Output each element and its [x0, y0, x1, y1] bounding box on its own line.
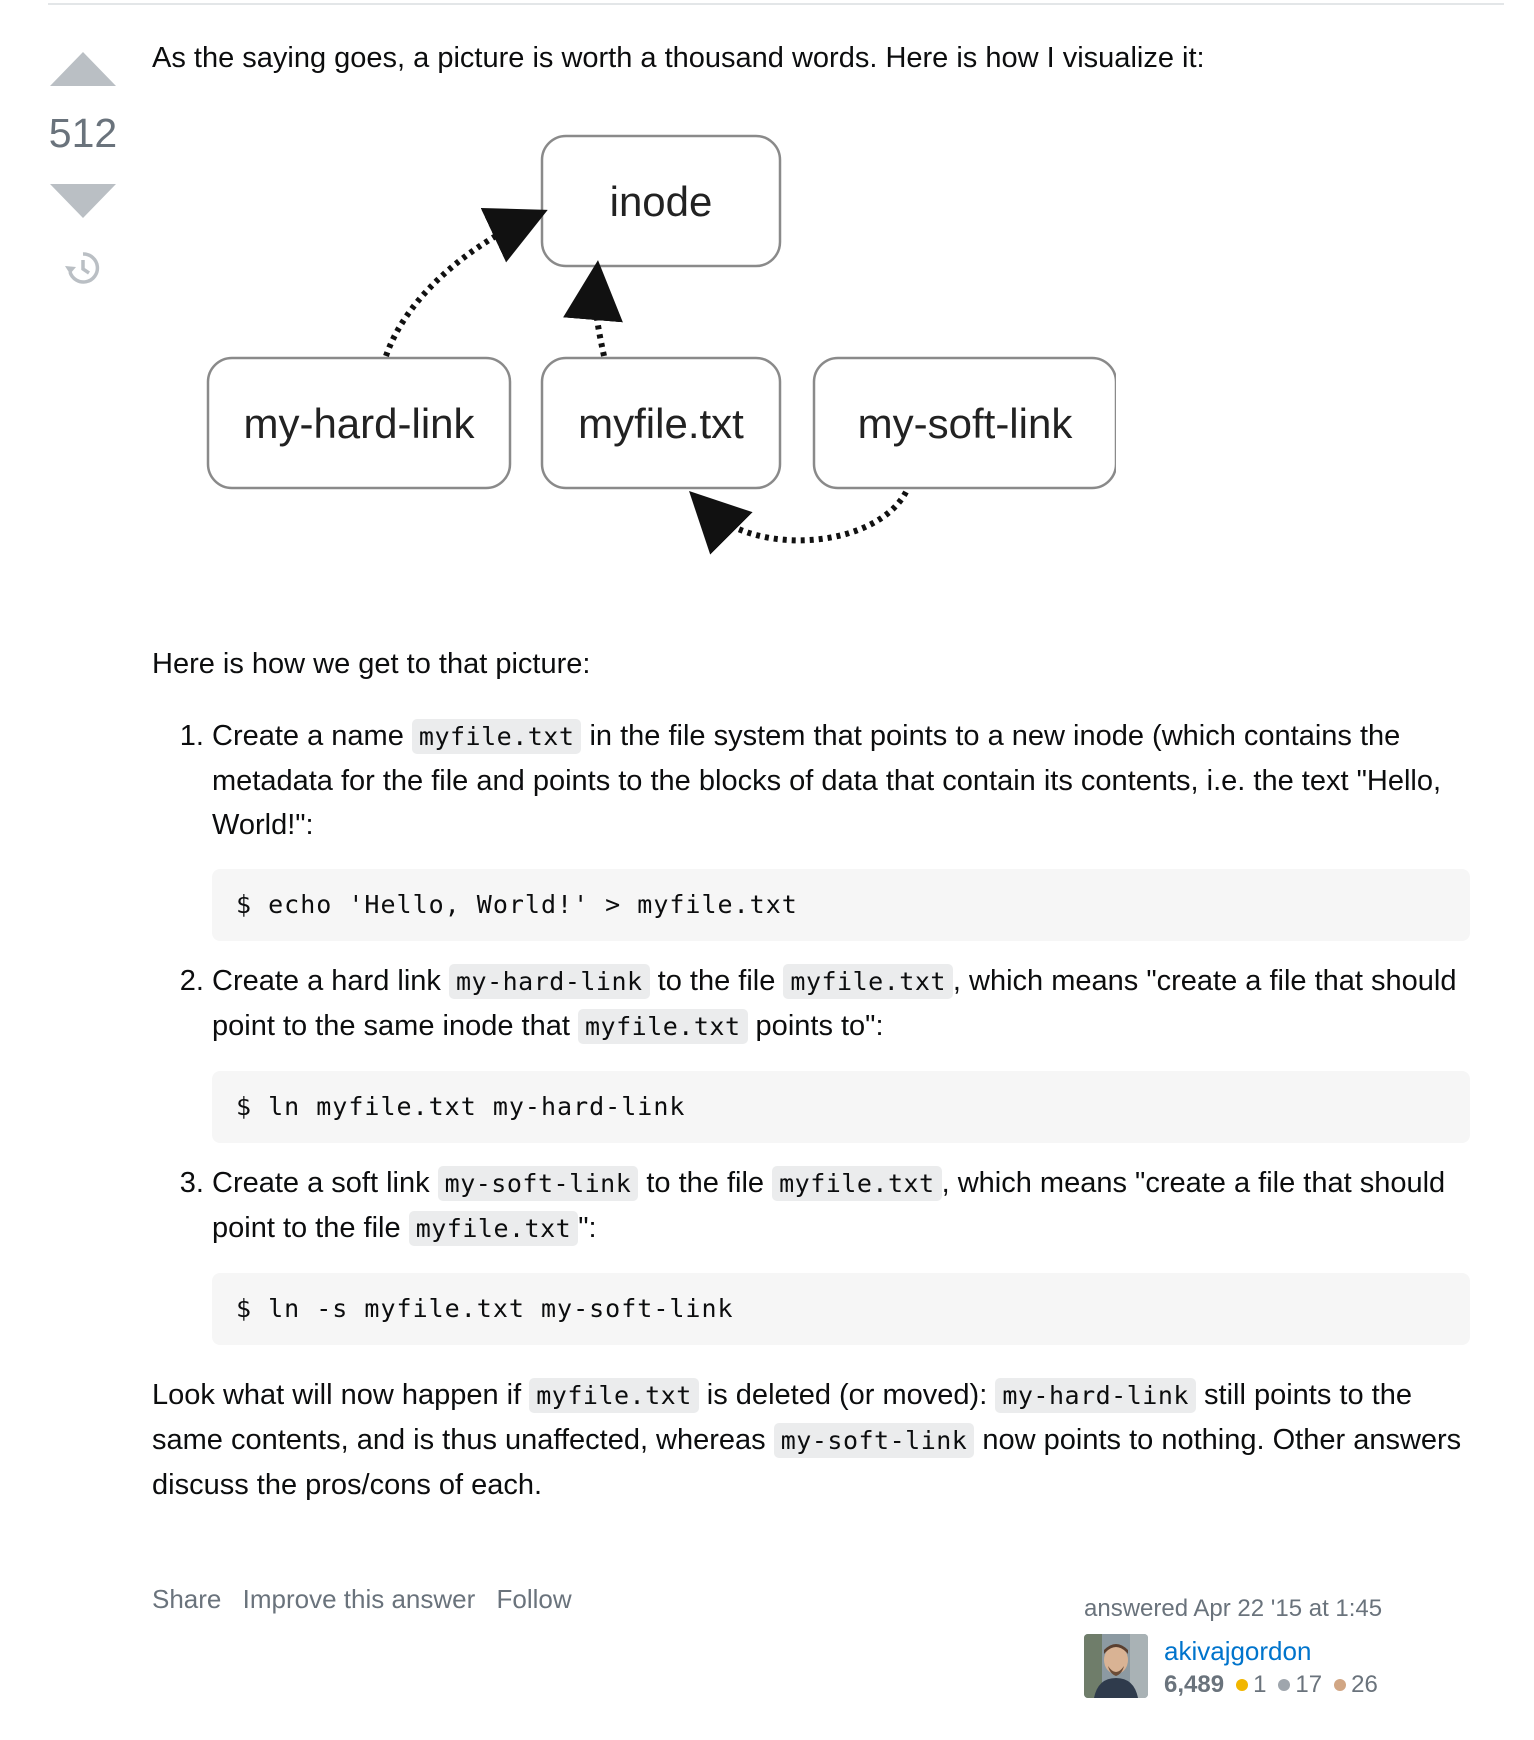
post-menu — [152, 1584, 586, 1615]
inline-code: my-hard-link — [995, 1378, 1196, 1413]
list-item — [212, 959, 1472, 1143]
bronze-badge — [1334, 1668, 1378, 1702]
hard-link-label: my-hard-link — [243, 400, 475, 447]
outro-part: is deleted (or moved): — [698, 1379, 996, 1411]
inline-code: myfile.txt — [412, 719, 582, 754]
improve-answer-link[interactable]: Improve this answer — [242, 1584, 476, 1614]
inline-code: my-soft-link — [774, 1423, 975, 1458]
user-stats — [1164, 1668, 1390, 1702]
inline-code: myfile.txt — [409, 1211, 579, 1246]
share-link[interactable]: Share — [152, 1584, 222, 1614]
inline-code: myfile.txt — [772, 1166, 942, 1201]
top-divider — [48, 3, 1504, 5]
silver-badge-count: 17 — [1295, 1671, 1323, 1698]
user-name-link[interactable]: akivajgordon — [1164, 1636, 1312, 1666]
step-text: Create a soft link — [212, 1167, 438, 1199]
code-block: $ echo 'Hello, World!' > myfile.txt — [212, 869, 1470, 941]
inline-code: my-hard-link — [449, 964, 650, 999]
inline-code: myfile.txt — [578, 1009, 748, 1044]
inline-code: my-soft-link — [438, 1166, 639, 1201]
code-block: $ ln myfile.txt my-hard-link — [212, 1071, 1470, 1143]
step-text: in the file system that points to a new inode (which contains the metadata for the file and points to the blocks of data that contain its contents, i.e. the text "Hello, World!": — [212, 720, 1442, 841]
upvote-button[interactable] — [50, 52, 116, 86]
outro-part: still points to the same contents, and is thus unaffected, whereas — [152, 1379, 1412, 1456]
user-card — [1084, 1592, 1464, 1702]
history-icon[interactable] — [63, 248, 103, 288]
step-text: , which means "create a file that should point to the file — [212, 1167, 1446, 1244]
list-item — [212, 1161, 1472, 1345]
soft-link-arrow — [706, 492, 906, 540]
step-text: ": — [578, 1212, 597, 1244]
inline-code: myfile.txt — [529, 1378, 699, 1413]
inode-label: inode — [609, 178, 713, 225]
list-item — [212, 714, 1472, 941]
hard-link-arrow — [386, 220, 526, 356]
downvote-button[interactable] — [50, 184, 116, 218]
soft-link-label: my-soft-link — [857, 400, 1073, 447]
step-text: Create a name — [212, 720, 412, 752]
silver-badge — [1278, 1668, 1322, 1702]
code-block: $ ln -s myfile.txt my-soft-link — [212, 1273, 1470, 1345]
bronze-badge-count: 26 — [1351, 1671, 1378, 1698]
vote-column — [44, 52, 122, 288]
file-arrow — [595, 284, 604, 356]
gold-badge-icon — [1236, 1679, 1248, 1691]
gold-badge-count: 1 — [1253, 1671, 1267, 1698]
sub-intro-text: Here is how we get to that picture: — [152, 648, 591, 680]
gold-badge — [1236, 1668, 1266, 1702]
outro-part: now points to nothing. Other answers discuss the pros/cons of each. — [152, 1424, 1462, 1501]
step-text: Create a hard link — [212, 965, 449, 997]
user-info — [1084, 1634, 1464, 1702]
silver-badge-icon — [1278, 1679, 1290, 1691]
step-text: points to": — [747, 1010, 884, 1042]
follow-link[interactable]: Follow — [496, 1584, 572, 1614]
outro-part: Look what will now happen if — [152, 1379, 530, 1411]
answered-time: answered Apr 22 '15 at 1:45 — [1084, 1595, 1383, 1622]
vote-count: 512 — [48, 110, 118, 156]
step-text: to the file — [638, 1167, 773, 1199]
step-text: to the file — [649, 965, 784, 997]
steps-list — [152, 714, 1472, 1345]
step-text: , which means "create a file that should point to the same inode that — [212, 965, 1457, 1042]
reputation-score: 6,489 — [1164, 1671, 1225, 1698]
inode-diagram — [196, 128, 1116, 598]
bronze-badge-icon — [1334, 1679, 1346, 1691]
answer-body — [152, 36, 1472, 1507]
intro-text: As the saying goes, a picture is worth a thousand words. Here is how I visualize it: — [152, 42, 1205, 74]
user-details — [1164, 1634, 1390, 1702]
file-label: myfile.txt — [578, 400, 744, 447]
outro-text — [152, 1373, 1472, 1507]
avatar[interactable] — [1084, 1634, 1148, 1698]
inline-code: myfile.txt — [783, 964, 953, 999]
